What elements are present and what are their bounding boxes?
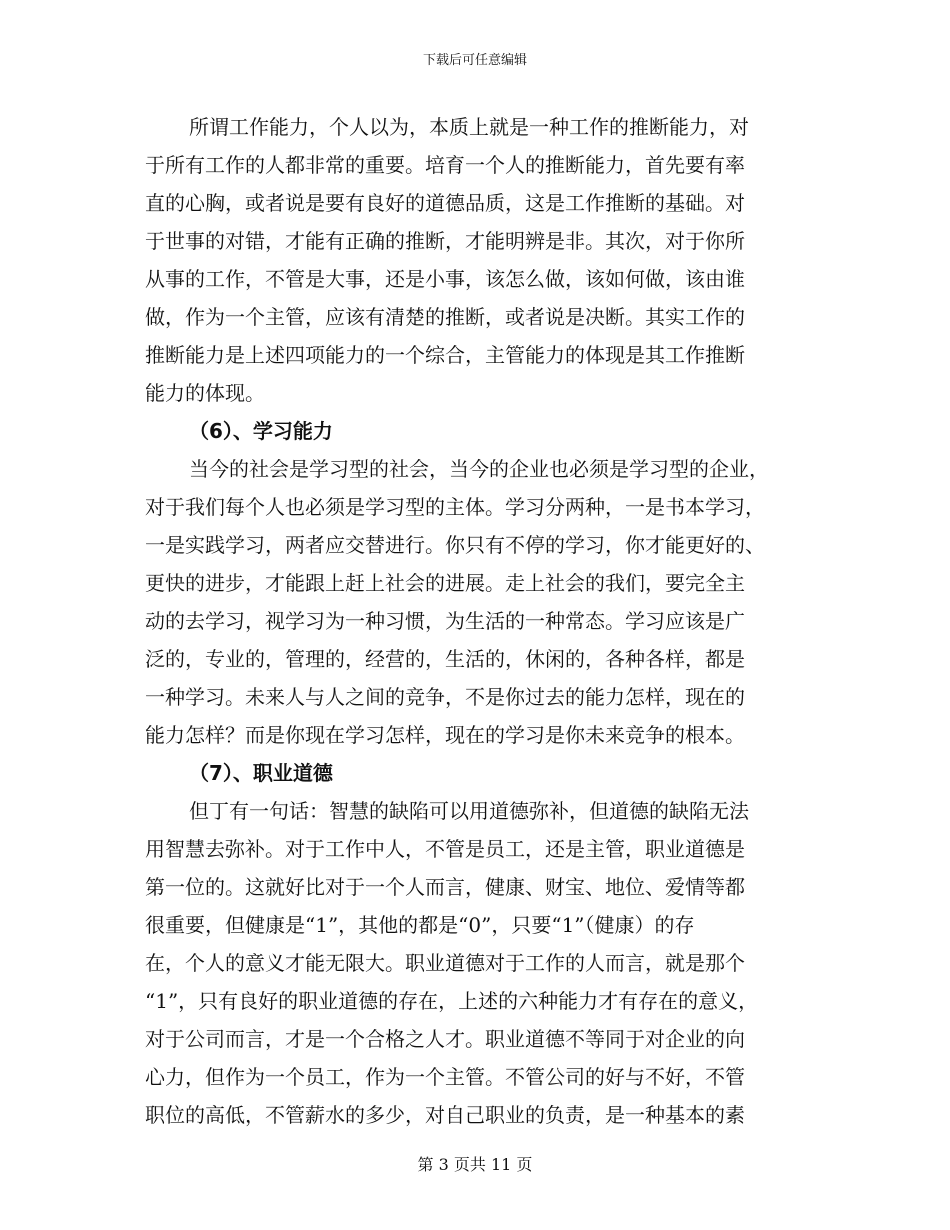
section-heading-learning: （6）、学习能力 xyxy=(189,419,333,443)
paragraph-line: 在，个人的意义才能无限大。职业道德对于工作的人而言，就是那个 xyxy=(145,951,745,975)
paragraph-line: 于世事的对错，才能有正确的推断，才能明辨是非。其次，对于你所 xyxy=(145,229,745,253)
paragraph-line: 从事的工作，不管是大事，还是小事，该怎么做，该如何做，该由谁 xyxy=(145,267,745,291)
paragraph-line: 泛的，专业的，管理的，经营的，生活的，休闲的，各种各样，都是 xyxy=(145,647,745,671)
paragraph-line: 能力的体现。 xyxy=(145,381,265,405)
paragraph-line: 做，作为一个主管，应该有清楚的推断，或者说是决断。其实工作的 xyxy=(145,305,745,329)
paragraph-line: 第一位的。这就好比对于一个人而言，健康、财宝、地位、爱情等都 xyxy=(145,875,745,899)
paragraph-line: 对于我们每个人也必须是学习型的主体。学习分两种，一是书本学习， xyxy=(145,495,765,519)
paragraph-line: “1”，只有良好的职业道德的存在，上述的六种能力才有存在的意义， xyxy=(145,989,759,1013)
paragraph-line: 推断能力是上述四项能力的一个综合，主管能力的体现是其工作推断 xyxy=(145,343,745,367)
paragraph-line: 一种学习。未来人与人之间的竞争，不是你过去的能力怎样，现在的 xyxy=(145,685,745,709)
paragraph-line: 心力，但作为一个员工，作为一个主管。不管公司的好与不好，不管 xyxy=(145,1065,745,1089)
paragraph-line: 对于公司而言，才是一个合格之人才。职业道德不等同于对企业的向 xyxy=(145,1027,745,1051)
document-body xyxy=(145,108,817,1134)
paragraph-line: 直的心胸，或者说是要有良好的道德品质，这是工作推断的基础。对 xyxy=(145,191,745,215)
paragraph-line: 职位的高低，不管薪水的多少，对自己职业的负责，是一种基本的素 xyxy=(145,1103,745,1127)
paragraph-line: 用智慧去弥补。对于工作中人，不管是员工，还是主管，职业道德是 xyxy=(145,837,745,861)
paragraph-line: 于所有工作的人都非常的重要。培育一个人的推断能力，首先要有率 xyxy=(145,153,745,177)
paragraph-line: 当今的社会是学习型的社会，当今的企业也必须是学习型的企业， xyxy=(189,457,769,481)
paragraph-line: 动的去学习，视学习为一种习惯，为生活的一种常态。学习应该是广 xyxy=(145,609,745,633)
page-header: 下载后可任意编辑 xyxy=(422,53,527,68)
paragraph-line: 更快的进步，才能跟上赶上社会的进展。走上社会的我们，要完全主 xyxy=(145,571,745,595)
paragraph-line: 但丁有一句话：智慧的缺陷可以用道德弥补，但道德的缺陷无法 xyxy=(189,799,749,823)
paragraph-line: 所谓工作能力，个人以为，本质上就是一种工作的推断能力，对 xyxy=(189,115,749,139)
page-number: 第 3 页共 11 页 xyxy=(417,1155,533,1174)
section-heading-ethics: （7）、职业道德 xyxy=(189,761,333,785)
paragraph-line: 很重要，但健康是“1”，其他的都是“0”，只要“1”（健康）的存 xyxy=(145,913,695,937)
paragraph-line: 能力怎样？而是你现在学习怎样，现在的学习是你未来竞争的根本。 xyxy=(145,723,745,747)
paragraph-line: 一是实践学习，两者应交替进行。你只有不停的学习，你才能更好的、 xyxy=(145,533,765,557)
